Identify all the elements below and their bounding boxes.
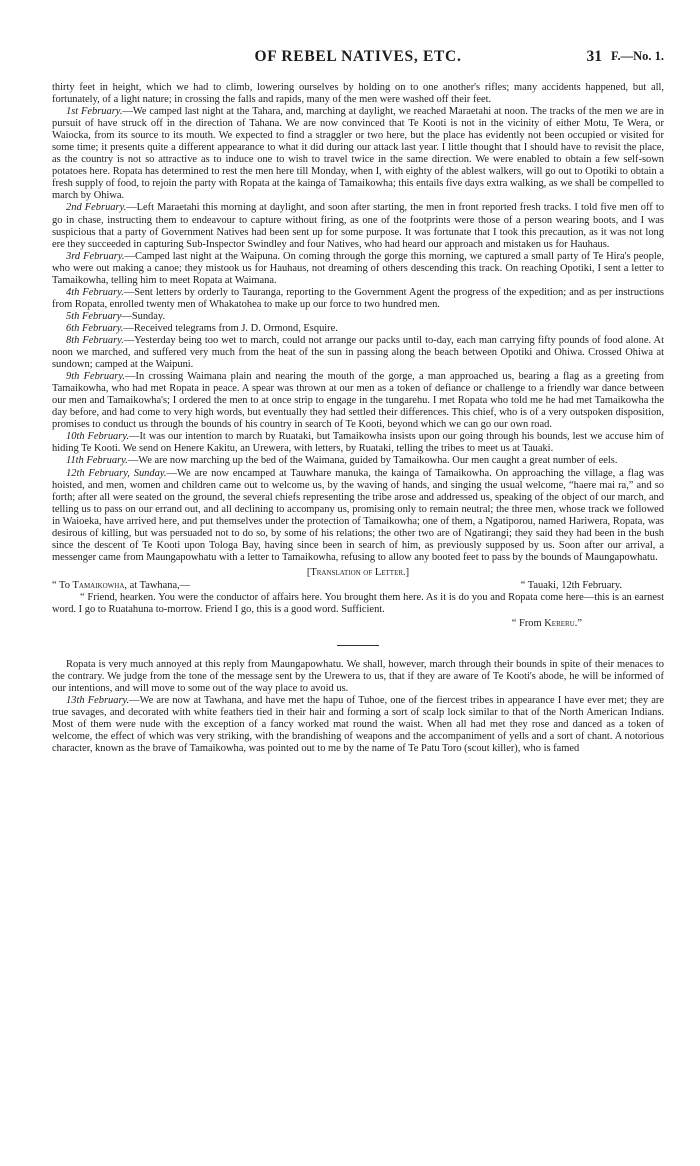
letter-body: “ Friend, hearken. You were the conductor of affairs here. You brought them here. As it is do you and Ropata come here—this is an earnest word. I go to Ruatahuna to-morrow. Friend I go, this is a good word. Sufficient. xyxy=(52,591,664,615)
diary-paragraph xyxy=(52,287,664,311)
signature-name: Kereru xyxy=(544,618,575,630)
entry-date: 11th February. xyxy=(66,455,128,467)
entry-date: 5th February xyxy=(66,310,122,322)
entry-text: —In crossing Waimana plain and nearing the mouth of the gorge, a man approached us, bearing a flag as a greeting from Tamaikowha, who had met Ropata in peace. A spear was thrown at our men as a token of defiance or challenge to a friendly war dance between our men and Tamaikowha's; I ordered the men to at once strip to engage in the tungarehu. I met Ropata who told me he had met Tamaikowha the day before, and had come to very high words, but eventually they had settled their differences. This chief, who is of a very outspoken disposition, promises to conduct us through the bounds of his country in search of Te Kooti, beyond which we can go our own road. xyxy=(52,371,664,431)
diary-paragraph xyxy=(52,431,664,455)
entry-text: —We are now encamped at Tauwhare manuka, the kainga of Tamaikowha. On approaching the village, a flag was hoisted, and men, women and children came out to welcome us, by the waving of hands, and singing the usual welcome, “haere mai ra,” and so forth; after all were seated on the ground, the several chiefs representing the tribe arose and addressed us, speaking of the object of our march, and telling us to pass on our errand out, and all declining to accompany us, promising only to remain neutral; the three men, whose track we followed in Waioeka, have arrived here, and put themselves under the protection of Tamaikowha; one of them, a Ngatiporou, named Hariwera, Ropata, was desirous of killing, but was persuaded not to do so, by some of his relations; the other two are of Ngatirangi; they said they had been in the bush since the descent of Te Kooti upon Tologa Bay, having since been in search of him, as previously supposed by us. Soon after our arrival, a messenger came from Maungapowhatu with a letter to Tamaikowha, refusing to allow any booted feet to pass by the bounds of Maungapowhatu. xyxy=(52,467,664,563)
diary-paragraph xyxy=(52,323,664,335)
diary-paragraph xyxy=(52,371,664,431)
addressee-suffix: , at Tawhana,— xyxy=(124,579,191,591)
entry-text: —It was our intention to march by Ruataki, but Tamaikowha insists upon our going through his bounds, lest we accuse him of hiding Te Kooti. We send on Henere Kakitu, an Urewera, with letters, by Ruataki, telling the tribes to meet us at Tauaki. xyxy=(52,431,665,455)
entry-text: —Camped last night at the Waipuna. On coming through the gorge this morning, we captured a small party of Te Hira's people, who were out making a canoe; they mistook us for Hauhaus, not dreaming of others descending this track. On reaching Opotiki, I sent a letter to Tamaikowha, telling him to meet Ropata at Waimana. xyxy=(52,250,664,286)
entry-date: 3rd February. xyxy=(66,250,125,262)
entry-date: 2nd February. xyxy=(66,202,127,214)
diary-paragraph xyxy=(52,335,664,371)
letter-place-date: “ Tauaki, 12th February. xyxy=(520,579,622,591)
diary-entries-continued xyxy=(52,659,664,755)
translated-letter xyxy=(52,567,664,630)
entry-text: —Sent letters by orderly to Tauranga, reporting to the Government Agent the progress of the expedition; and as per instructions from Ropata, enrolled twenty men of Whakatohea to make up our force to two hundred men. xyxy=(52,286,664,310)
entry-date: 12th February, Sunday. xyxy=(66,467,167,479)
diary-paragraph xyxy=(52,82,664,106)
entry-text: —Left Maraetahi this morning at daylight, and soon after starting, the men in front reported fresh tracks. I told five men off to go in chase, instructing them to endeavour to capture without firing, as one of the footprints were those of a person wearing boots, and I was suspicious that a party of Government Natives had been sent up for some purpose. It was fortunate that I took this precaution, as it was not long ere they succeeded in capturing Sub-Inspector Swindley and four Natives, who had heard our approach and mistaken us for Hauhaus. xyxy=(52,202,664,250)
entry-text: —We are now at Tawhana, and have met the hapu of Tuhoe, one of the fiercest tribes in appearance I have ever met; they are true savages, and decorated with white feathers tied in their hair and forming a sort of scalp lock similar to that of the North American Indians. Most of them were nude with the exception of a fancy worked mat round the waist. When all had met they rose and danced as a token of welcome, the effect of which was very striking, with the brandishing of weapons and the accompaniment of yells and a sort of chant. A notorious character, known as the brave of Tamaikowha, was pointed out to me by the name of Te Patu Toro (scout killer), who is famed xyxy=(52,695,664,755)
running-header xyxy=(52,48,664,70)
letter-heading: [Translation of Letter.] xyxy=(306,566,410,578)
entry-text: —We are now marching up the bed of the Waimana, guided by Tamaikowha. Our men caught a great number of eels. xyxy=(127,455,618,467)
diary-paragraph xyxy=(52,311,664,323)
letter-heading-text: Translation of Letter. xyxy=(310,566,406,578)
running-title: OF REBEL NATIVES, ETC. xyxy=(254,48,462,65)
diary-paragraph xyxy=(52,455,664,467)
diary-entries xyxy=(52,82,664,564)
entry-date: 6th February. xyxy=(66,322,124,334)
letter-signature xyxy=(52,618,664,630)
diary-paragraph xyxy=(52,202,664,250)
entry-date: 9th February. xyxy=(66,371,126,383)
letter-addressee xyxy=(52,580,190,592)
entry-text: —We camped last night at the Tahara, and, marching at daylight, we reached Maraetahi at noon. The tracks of the men we are in pursuit of have struck off in the direction of Tahana. We are now convinced that Te Kooti is not in the vicinity of either Motu, Te Wera, or Waiocka, from its source to its mouth. We expected to find a straggler or two here, but the place has evidently not been occupied or visited for some time; it presents quite a different appearance to what it did during our attack last year. I little thought that I should have to revisit the place, as the country is not so attractive as to induce one to wish to travel twice in the same direction. We were enabled to obtain a few self-sown potatoes here. Ropata has determined to rest the men here till Monday, when I, with eighty of the ablest walkers, will go out to Opotiki to obtain a fresh supply of food, to rejoin the party with Ropata at the kainga of Tamaikowha; this entails five days extra walking, as we shall be compelled to march by Ohiwa. xyxy=(52,106,664,202)
paper-reference: F.—No. 1. xyxy=(610,49,664,63)
section-divider xyxy=(337,645,379,646)
entry-date: 13th February. xyxy=(66,695,130,707)
entry-text: Ropata is very much annoyed at this reply from Maungapowhatu. We shall, however, march through their bounds in spite of their menaces to the contrary. We judge from the tone of the message sent by the Urewera to us, that if they are aware of Te Kooti's abode, he will be informed of our intentions, and will move to some out of the way place to avoid us. xyxy=(52,659,664,695)
entry-text: thirty feet in height, which we had to climb, lowering ourselves by holding on to one another's rifles; many accidents happened, but all, fortunately, of a light nature; in crossing the falls and rapids, many of the men were washed off their feet. xyxy=(52,82,664,106)
entry-date: 1st February. xyxy=(66,106,123,118)
signature-suffix: .” xyxy=(574,618,582,630)
entry-date: 4th February. xyxy=(66,286,124,298)
signature-prefix: “ From xyxy=(511,618,545,630)
entry-date: 10th February. xyxy=(66,431,130,443)
entry-date: 8th February. xyxy=(66,334,124,346)
diary-paragraph xyxy=(52,659,664,695)
addressee-name: Tamaikowha xyxy=(72,579,125,591)
report-body xyxy=(52,82,664,755)
diary-paragraph xyxy=(52,251,664,287)
page-number: 31 xyxy=(586,48,602,65)
entry-text: —Sunday. xyxy=(121,310,166,322)
entry-text: —Received telegrams from J. D. Ormond, Esquire. xyxy=(123,322,338,334)
diary-paragraph xyxy=(52,106,664,202)
letter-address-row xyxy=(52,580,664,592)
diary-paragraph xyxy=(52,695,664,755)
entry-text: —Yesterday being too wet to march, could not arrange our packs until to-day, each man carrying fifty pounds of food alone. At noon we marched, and suffered very much from the heat of the sun in passing along the beach between Opotiki and Ohiwa. Crossed Ohiwa at sundown; camped at the Waipuni. xyxy=(52,334,664,371)
diary-paragraph xyxy=(52,468,664,564)
addressee-prefix: “ To xyxy=(52,579,73,591)
